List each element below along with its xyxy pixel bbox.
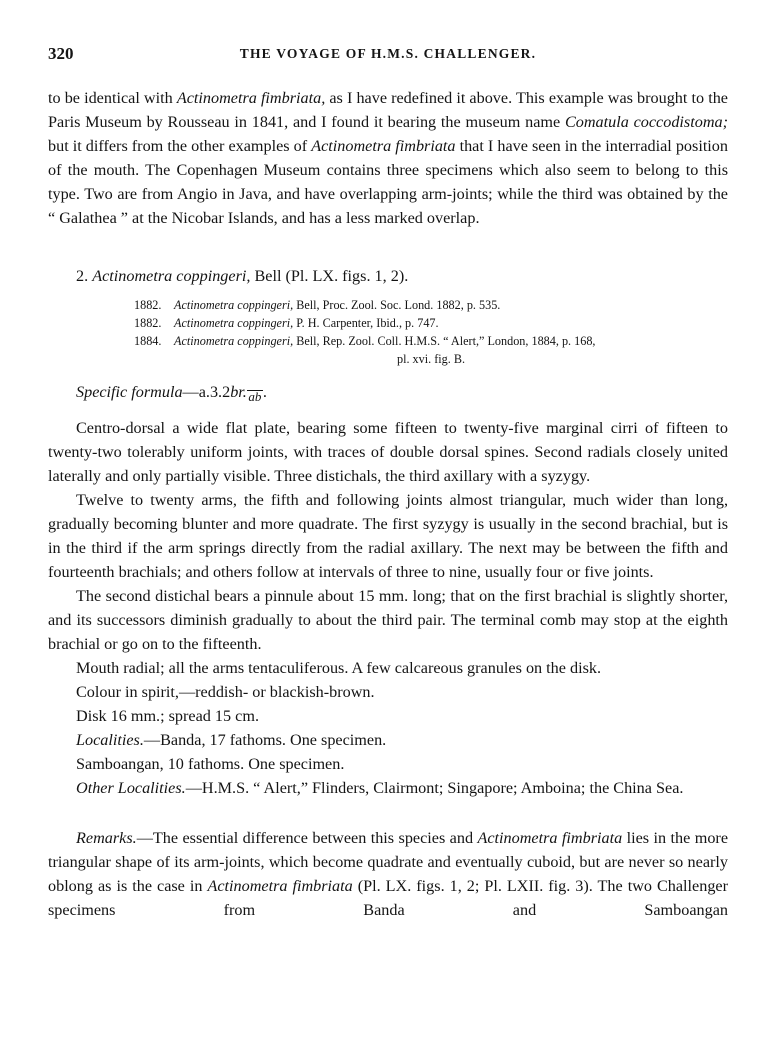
synonymy-list: [134, 296, 728, 368]
description-paragraph: The second distichal bears a pinnule about 15 mm. long; that on the first brachial is slightly shorter, and its successors diminish gradually to about the third pair. The terminal comb may stop at the eighth brachial or go on to the fifteenth.: [48, 587, 728, 653]
species-heading: 2. Actinometra coppingeri, Bell (Pl. LX. figs. 1, 2).: [76, 267, 409, 285]
reference-entry: 1882. Actinometra coppingeri, Bell, Proc. Zool. Soc. Lond. 1882, p. 535.: [134, 298, 501, 312]
body-text: [48, 86, 728, 922]
formula-fraction: ab: [247, 384, 263, 403]
description-paragraph: Colour in spirit,—reddish- or blackish-brown.: [76, 683, 375, 701]
description-paragraph: Mouth radial; all the arms tentaculiferous. A few calcareous granules on the disk.: [76, 659, 602, 677]
description-paragraph: Centro-dorsal a wide flat plate, bearing some fifteen to twenty-five marginal cirri of fifteen to twenty-two tolerably uniform joints, with traces of double dorsal spines. Second radials closely united laterally and only partially visible. Three distichals, the third axillary with a syzygy.: [48, 419, 728, 485]
remarks-paragraph: Remarks.—The essential difference between this species and Actinometra fimbriata lies in the more triangular shape of its arm-joints, which become quadrate and eventually cuboid, but are never so nearly oblong as is the case in Actinometra fimbriata (Pl. LX. figs. 1, 2; Pl. LXII. fig. 3). The two Challenger specimens from Banda and Samboangan: [48, 829, 729, 919]
description-paragraph: Twelve to twenty arms, the fifth and following joints almost triangular, much wider than long, gradually becoming blunter and more quadrate. The first syzygy is usually in the second brachial, but is in the third if the arm springs directly from the radial axillary. The next may be between the fifth and fourteenth brachials; and others follow at intervals of three to nine, usually four or five joints.: [48, 491, 728, 581]
reference-entry: 1884. Actinometra coppingeri, Bell, Rep. Zool. Coll. H.M.S. “ Alert,” London, 1884, p. 168, pl. xvi. fig. B.: [134, 334, 596, 366]
other-localities: Other Localities.—H.M.S. “ Alert,” Flinders, Clairmont; Singapore; Amboina; the China Sea.: [76, 779, 684, 797]
localities-line: Samboangan, 10 fathoms. One specimen.: [76, 755, 345, 773]
page-number: 320: [48, 44, 74, 63]
page-header: [48, 44, 728, 68]
specific-formula: Specific formula—a.3.2br. ab .: [76, 383, 267, 404]
reference-entry: 1882. Actinometra coppingeri, P. H. Carpenter, Ibid., p. 747.: [134, 316, 439, 330]
running-title: THE VOYAGE OF H.M.S. CHALLENGER.: [239, 46, 537, 61]
intro-paragraph: to be identical with Actinometra fimbriata, as I have redefined it above. This example was brought to the Paris Museum by Rousseau in 1841, and I found it bearing the museum name Comatula coccodistoma; but it differs from the other examples of Actinometra fimbriata that I have seen in the interradial position of the mouth. The Copenhagen Museum contains three specimens which also seem to belong to this type. Two are from Angio in Java, and have overlapping arm-joints; while the third was obtained by the “ Galathea ” at the Nicobar Islands, and has a less marked overlap.: [48, 89, 728, 227]
localities-line: Localities.—Banda, 17 fathoms. One specimen.: [76, 731, 387, 749]
description-paragraph: Disk 16 mm.; spread 15 cm.: [76, 707, 259, 725]
